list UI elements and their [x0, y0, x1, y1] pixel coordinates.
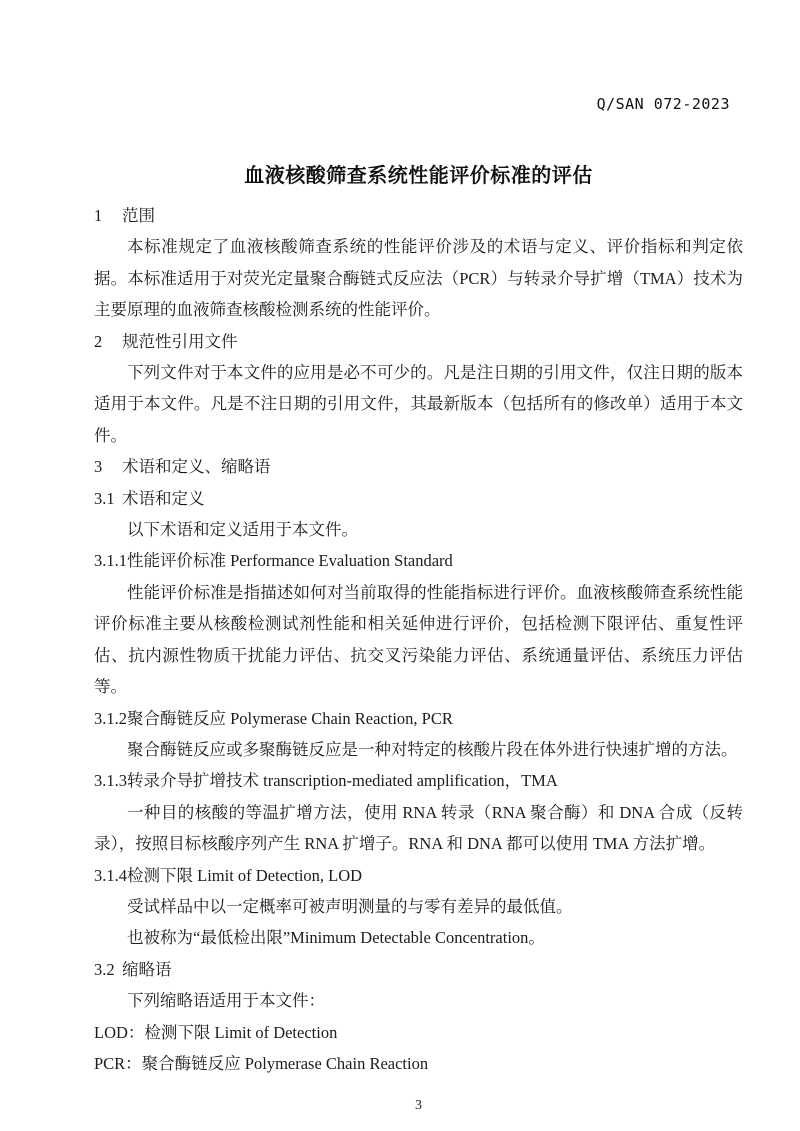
section-title: 缩略语	[122, 959, 172, 979]
document-content	[94, 0, 743, 1079]
section-heading	[94, 483, 743, 514]
section-title: 转录介导扩增技术 transcription-mediated amplification，TMA	[127, 771, 558, 791]
section-number: 3.1	[94, 488, 115, 508]
paragraph: 也被称为“最低检出限”Minimum Detectable Concentration。	[127, 928, 545, 948]
section-number: 3.2	[94, 959, 115, 979]
paragraph: PCR：聚合酶链反应 Polymerase Chain Reaction	[94, 1053, 429, 1073]
section-heading	[94, 451, 743, 482]
document-body	[94, 200, 743, 1079]
section-heading	[94, 326, 743, 357]
paragraph: 以下术语和定义适用于本文件。	[127, 520, 358, 540]
section-title: 术语和定义、缩略语	[122, 457, 271, 477]
section-number: 3.1.4	[94, 865, 127, 885]
paragraph: 聚合酶链反应或多聚酶链反应是一种对特定的核酸片段在体外进行快速扩增的方法。	[127, 739, 738, 759]
section-number: 3.1.2	[94, 708, 127, 728]
doc-code: Q/SAN 072-2023	[596, 95, 730, 113]
paragraph: 本标准规定了血液核酸筛查系统的性能评价涉及的术语与定义、评价指标和判定依据。本标准适用于对荧光定量聚合酶链式反应法（PCR）与转录介导扩增（TMA）技术为主要原理的血液筛查核酸检测系统的性能评价。	[94, 237, 743, 320]
page-number: 3	[415, 1098, 422, 1113]
section-number: 3	[94, 457, 103, 477]
section-heading	[94, 200, 743, 231]
paragraph: 受试样品中以一定概率可被声明测量的与零有差异的最低值。	[127, 896, 573, 916]
section-heading	[94, 703, 743, 734]
document-title: 血液核酸筛查系统性能评价标准的评估	[244, 165, 593, 187]
section-number: 1	[94, 206, 103, 225]
section-title: 检测下限 Limit of Detection, LOD	[127, 865, 363, 885]
section-heading	[94, 860, 743, 891]
section-heading	[94, 765, 743, 796]
section-heading	[94, 954, 743, 985]
section-heading	[94, 545, 743, 576]
section-number: 3.1.3	[94, 771, 127, 791]
paragraph: LOD：检测下限 Limit of Detection	[94, 1022, 338, 1042]
section-title: 范围	[122, 206, 155, 225]
section-number: 3.1.1	[94, 551, 127, 571]
section-title: 性能评价标准 Performance Evaluation Standard	[127, 551, 453, 571]
section-number: 2	[94, 331, 103, 351]
section-title: 规范性引用文件	[122, 331, 238, 351]
paragraph: 性能评价标准是指描述如何对当前取得的性能指标进行评价。血液核酸筛查系统性能评价标准主要从核酸检测试剂性能和相关延伸进行评价，包括检测下限评估、重复性评估、抗内源性物质干扰能力评估、抗交叉污染能力评估、系统通量评估、系统压力评估等。	[94, 582, 743, 697]
paragraph: 下列缩略语适用于本文件：	[127, 991, 325, 1011]
section-title: 聚合酶链反应 Polymerase Chain Reaction, PCR	[127, 708, 453, 728]
section-title: 术语和定义	[122, 488, 205, 508]
paragraph: 下列文件对于本文件的应用是必不可少的。凡是注日期的引用文件，仅注日期的版本适用于本文件。凡是不注日期的引用文件，其最新版本（包括所有的修改单）适用于本文件。	[94, 363, 743, 445]
paragraph: 一种目的核酸的等温扩增方法，使用 RNA 转录（RNA 聚合酶）和 DNA 合成（反转录），按照目标核酸序列产生 RNA 扩增子。RNA 和 DNA 都可以使用 TMA 方法扩增。	[94, 802, 743, 854]
